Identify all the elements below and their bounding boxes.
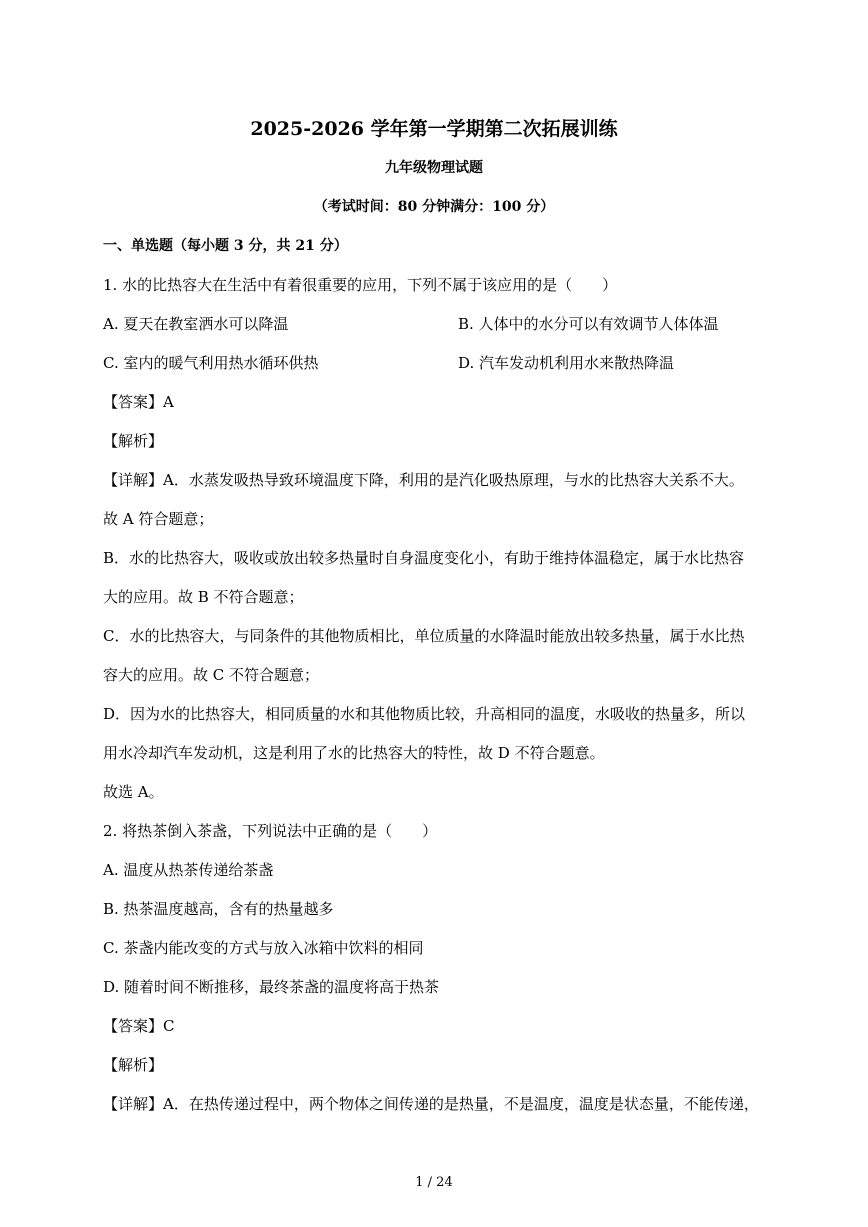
question-1-detail-line: 容大的应用。故 C 不符合题意；	[103, 666, 320, 684]
question-2-option-d: D. 随着时间不断推移，最终茶盏的温度将高于热茶	[103, 978, 440, 996]
question-2-option-c: C. 茶盏内能改变的方式与放入冰箱中饮料的相同	[103, 939, 424, 957]
question-1-detail-line: 用水冷却汽车发动机，这是利用了水的比热容大的特性，故 D 不符合题意。	[103, 744, 605, 762]
question-1-detail-line: B．水的比热容大，吸收或放出较多热量时自身温度变化小，有助于维持体温稳定，属于水比热容	[103, 549, 745, 567]
question-1-detail-line: D．因为水的比热容大，相同质量的水和其他物质比较，升高相同的温度，水吸收的热量多，所以	[103, 705, 746, 723]
document-subtitle: 九年级物理试题	[385, 160, 483, 176]
question-1-detail-line: 故 A 符合题意；	[103, 510, 214, 528]
question-1-option-b: B. 人体中的水分可以有效调节人体体温	[458, 315, 719, 333]
question-2-option-a: A. 温度从热茶传递给茶盏	[103, 861, 274, 879]
question-1-conclusion: 故选 A。	[103, 783, 164, 801]
page-number: 1 / 24	[415, 1175, 453, 1190]
document-title: 2025-2026 学年第一学期第二次拓展训练	[250, 118, 618, 140]
question-2-option-b: B. 热茶温度越高，含有的热量越多	[103, 900, 334, 918]
question-2-detail-line: 【详解】A．在热传递过程中，两个物体之间传递的是热量，不是温度，温度是状态量，不能传递，	[103, 1095, 759, 1113]
question-1-detail-line: 【详解】A．水蒸发吸热导致环境温度下降，利用的是汽化吸热原理，与水的比热容大关系不大。	[103, 471, 744, 489]
question-1-detail-line: C．水的比热容大，与同条件的其他物质相比，单位质量的水降温时能放出较多热量，属于水比热	[103, 627, 745, 645]
question-1-option-d: D. 汽车发动机利用水来散热降温	[458, 354, 675, 372]
section-heading: 一、单选题（每小题 3 分，共 21 分）	[103, 238, 348, 254]
question-1-analysis-label: 【解析】	[103, 432, 164, 450]
question-2-stem: 2. 将热茶倒入茶盏，下列说法中正确的是（ ）	[103, 822, 438, 840]
question-2-answer: 【答案】C	[103, 1017, 175, 1035]
question-1-stem: 1. 水的比热容大在生活中有着很重要的应用，下列不属于该应用的是（ ）	[103, 276, 618, 294]
question-1-option-a: A. 夏天在教室洒水可以降温	[103, 315, 289, 333]
question-1-option-c: C. 室内的暖气利用热水循环供热	[103, 354, 319, 372]
question-2-analysis-label: 【解析】	[103, 1056, 164, 1074]
exam-meta: （考试时间：80 分钟满分：100 分）	[313, 199, 555, 215]
question-1-detail-line: 大的应用。故 B 不符合题意；	[103, 588, 304, 606]
question-1-answer: 【答案】A	[103, 393, 174, 411]
